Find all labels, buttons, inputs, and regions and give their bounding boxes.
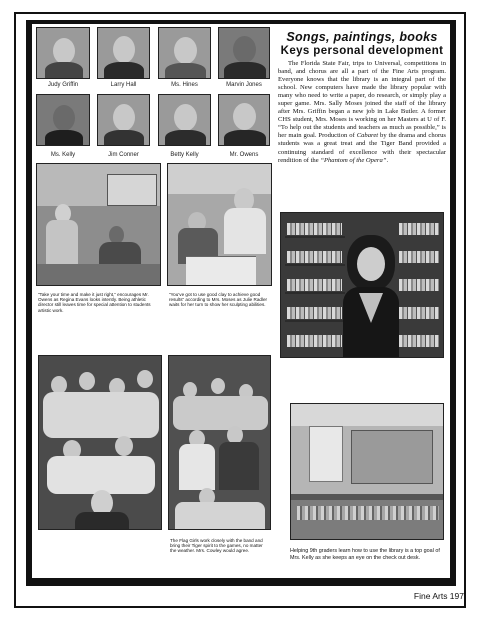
photo-choir-group bbox=[38, 355, 162, 530]
portrait-mr-owens bbox=[218, 94, 270, 146]
caption-library-desk: Helping 9th graders learn how to use the library is a top goal of Mrs. Kelly as she keeps an eye on the check out desk. bbox=[290, 548, 440, 561]
caption-art-classroom: “Take your time and make it just right,” encourages Mr. Owens as Regina Evans looks intently. Being athletic director still leaves time for special attention to students artistic work. bbox=[38, 292, 151, 313]
portrait-marvin-jones bbox=[218, 27, 270, 79]
caption-sculpting: “You’ve got to use good clay to achieve good results” according to Mrs. Moses as Julie Radler waits for her turn to show her sculpting abilities. bbox=[169, 292, 268, 308]
photo-library-bookshelf bbox=[280, 212, 444, 358]
page-folio: Fine Arts 197 bbox=[413, 591, 464, 601]
headline-line-1: Songs, paintings, books bbox=[286, 30, 438, 44]
portrait-betty-kelly bbox=[158, 94, 211, 146]
portrait-name-judy-griffin: Judy Griffin bbox=[47, 82, 79, 88]
portrait-name-jim-conner: Jim Conner bbox=[108, 152, 139, 158]
article-text-part-1: The Florida State Fair, trips to Universal, competitions in band, and chorus are all a part of the Fine Arts program. Everyone knows that the library is an integral part of the school. New computers have made the library popular with many who need to write a paper, do research, or simply play a super game. Mrs. Sally Moses joined the staff of the library after Mrs. Griffin began a new job in Lake Butler. A former CHS student, Mrs. Moses is working on her Masters at U of F. “To help out the students and teachers as much as possible,” is her main goal. Production of bbox=[278, 60, 446, 140]
photo-flag-girls bbox=[168, 355, 271, 530]
photo-sculpting bbox=[167, 163, 272, 286]
headline-line-2: Keys personal development bbox=[280, 45, 444, 57]
portrait-name-betty-kelly: Betty Kelly bbox=[170, 152, 199, 158]
portrait-judy-griffin bbox=[36, 27, 90, 79]
article-italic-phantom: “Phantom of the Opera” bbox=[320, 156, 387, 164]
article-italic-cabaret: Cabaret bbox=[356, 132, 379, 140]
portrait-name-marvin-jones: Marvin Jones bbox=[226, 82, 262, 88]
portrait-name-larry-hall: Larry Hall bbox=[110, 82, 137, 88]
photo-art-classroom bbox=[36, 163, 161, 286]
photo-library-desk bbox=[290, 403, 444, 540]
portrait-name-mr-owens: Mr. Owens bbox=[229, 152, 259, 158]
article-body bbox=[278, 60, 446, 165]
portrait-jim-conner bbox=[97, 94, 150, 146]
portrait-name-ms-kelly: Ms. Kelly bbox=[50, 152, 76, 158]
article-text-part-2: by the drama and chorus students was a great treat and the Tiger Band provided a continuing standard of excellence with their spectacular rendition of the bbox=[278, 132, 446, 164]
caption-flag-girls: The Flag Girls work closely with the band and bring their Tiger spirit to the games, no matter the weather. Mrs. Cowley would agree. bbox=[170, 538, 263, 554]
portrait-ms-kelly bbox=[36, 94, 90, 146]
portrait-larry-hall bbox=[97, 27, 150, 79]
portrait-ms-hines bbox=[158, 27, 211, 79]
article-headline bbox=[278, 30, 446, 57]
portrait-name-ms-hines: Ms. Hines bbox=[171, 82, 198, 88]
article-text-part-3: . bbox=[386, 156, 389, 164]
